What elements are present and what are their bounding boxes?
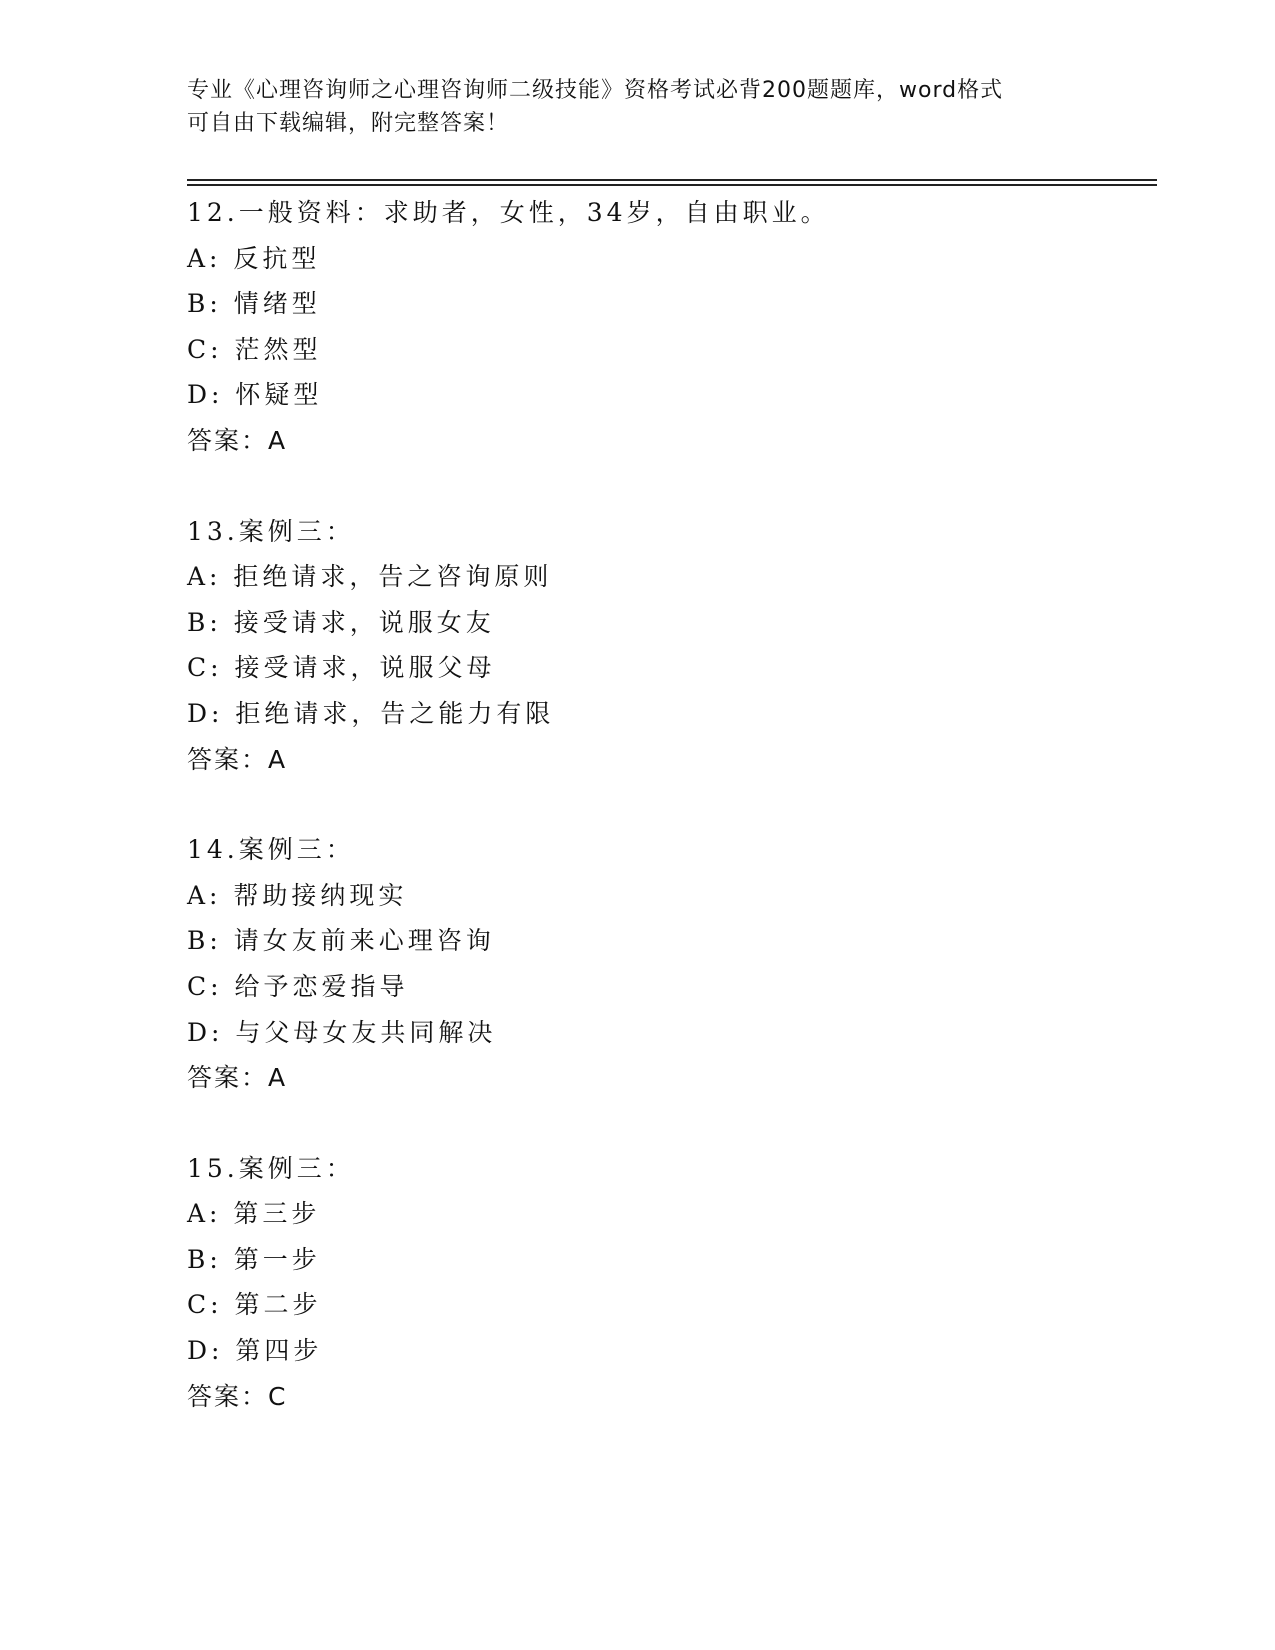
header-line-1: 专业《心理咨询师之心理咨询师二级技能》资格考试必背200题题库，word格式 (187, 78, 1004, 103)
option-d: D: 与父母女友共同解决 (187, 1017, 497, 1047)
option-a: A: 反抗型 (187, 243, 321, 273)
option-b: B: 第一步 (187, 1244, 321, 1274)
option-b: B: 接受请求，说服女友 (187, 607, 495, 637)
question-stem: 13.案例三： (187, 516, 355, 546)
question-stem: 15.案例三： (187, 1153, 355, 1183)
document-header (187, 74, 1087, 140)
answer-line: 答案：A (187, 744, 288, 774)
header-line-2: 可自由下载编辑，附完整答案！ (187, 111, 510, 136)
header-divider-bottom (187, 184, 1157, 186)
option-a: A: 第三步 (187, 1199, 321, 1229)
option-d: D: 拒绝请求，告之能力有限 (187, 698, 555, 728)
question-list (187, 190, 1147, 1464)
header-divider-top (187, 179, 1157, 181)
question-13 (187, 509, 1147, 783)
option-c: C: 接受请求，说服父母 (187, 653, 496, 683)
question-15 (187, 1146, 1147, 1420)
question-14 (187, 827, 1147, 1101)
option-c: C: 茫然型 (187, 334, 322, 364)
option-d: D: 第四步 (187, 1336, 323, 1366)
option-c: C: 给予恋爱指导 (187, 971, 409, 1001)
question-stem: 12.一般资料：求助者，女性，34岁，自由职业。 (187, 198, 830, 227)
answer-line: 答案：A (187, 1063, 288, 1093)
option-a: A: 帮助接纳现实 (187, 880, 408, 910)
question-12 (187, 190, 1147, 464)
option-d: D: 怀疑型 (187, 380, 323, 410)
answer-line: 答案：C (187, 1381, 288, 1411)
option-b: B: 请女友前来心理咨询 (187, 926, 495, 956)
question-stem: 14.案例三： (187, 835, 355, 865)
answer-line: 答案：A (187, 425, 288, 455)
option-b: B: 情绪型 (187, 289, 321, 319)
option-c: C: 第二步 (187, 1290, 322, 1320)
option-a: A: 拒绝请求，告之咨询原则 (187, 562, 553, 592)
